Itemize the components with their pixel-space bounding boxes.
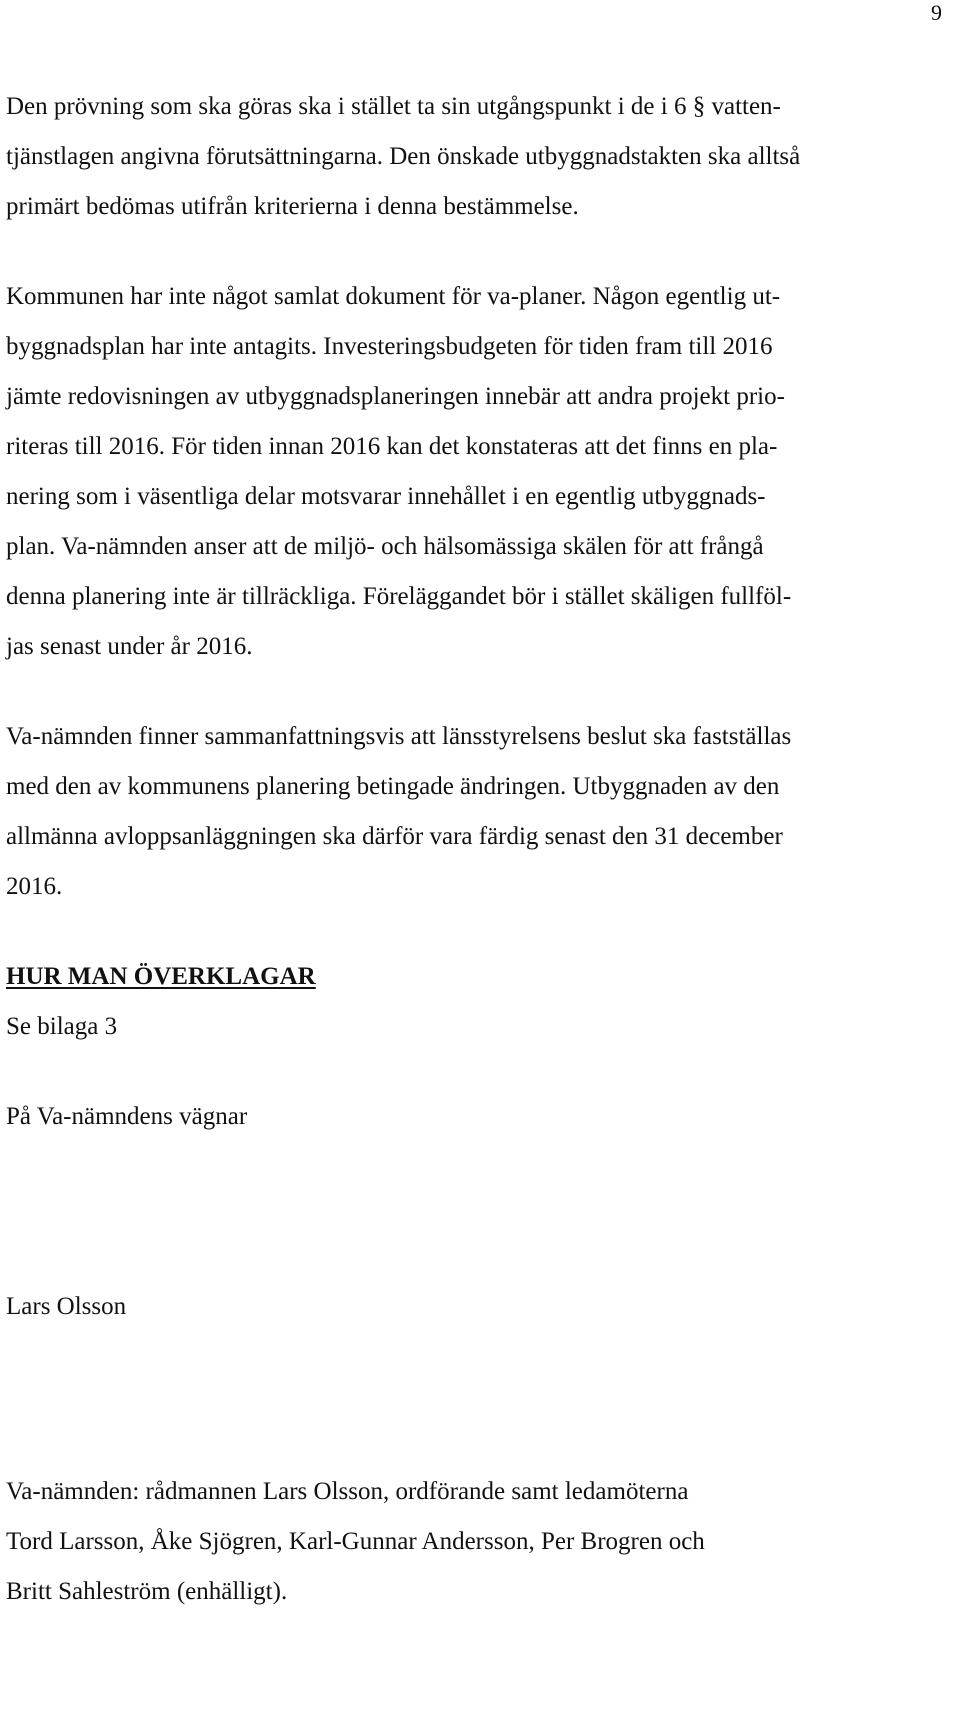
text-line: Kommunen har inte något samlat dokument för va-planer. Någon egentlig ut-	[6, 283, 781, 310]
paragraph-gap	[6, 232, 946, 272]
appeal-heading-text: HUR MAN ÖVERKLAGAR	[6, 963, 316, 990]
appeal-reference: Se bilaga 3	[6, 1013, 118, 1040]
text-line: primärt bedömas utifrån kriterierna i denna bestämmelse.	[6, 193, 579, 220]
text-line: jämte redovisningen av utbyggnadsplaneringen innebär att andra projekt prio-	[6, 383, 785, 410]
text-line: jas senast under år 2016.	[6, 633, 253, 660]
text-line: med den av kommunens planering betingade ändringen. Utbyggnaden av den	[6, 773, 780, 800]
document-body	[6, 82, 946, 1617]
text-line: Va-nämnden: rådmannen Lars Olsson, ordförande samt ledamöterna	[6, 1478, 689, 1505]
appeal-heading	[6, 952, 946, 1002]
paragraph-provning	[6, 82, 946, 232]
tribunal-composition	[6, 1467, 946, 1617]
text-line: riteras till 2016. För tiden innan 2016 kan det konstateras att det finns en pla-	[6, 433, 778, 460]
paragraph-kommunen	[6, 272, 946, 672]
text-line: Va-nämnden finner sammanfattningsvis att länsstyrelsens beslut ska fastställas	[6, 723, 792, 750]
text-line: Den prövning som ska göras ska i stället ta sin utgångspunkt i de i 6 § vatten-	[6, 93, 781, 120]
signature-space	[6, 1142, 946, 1282]
paragraph-conclusion	[6, 712, 946, 912]
text-line: byggnadsplan har inte antagits. Investeringsbudgeten för tiden fram till 2016	[6, 333, 773, 360]
text-line: nering som i väsentliga delar motsvarar innehållet i en egentlig utbyggnads-	[6, 483, 766, 510]
text-line: Britt Sahleström (enhälligt).	[6, 1578, 288, 1605]
page-number: 9	[931, 0, 942, 25]
text-line: denna planering inte är tillräckliga. Föreläggandet bör i stället skäligen fullföl-	[6, 583, 792, 610]
text-line: Tord Larsson, Åke Sjögren, Karl-Gunnar Andersson, Per Brogren och	[6, 1528, 705, 1555]
text-line: allmänna avloppsanläggningen ska därför vara färdig senast den 31 december	[6, 823, 783, 850]
on-behalf-line: På Va-nämndens vägnar	[6, 1103, 248, 1130]
text-line: tjänstlagen angivna förutsättningarna. Den önskade utbyggnadstakten ska alltså	[6, 143, 801, 170]
signatory-name: Lars Olsson	[6, 1293, 127, 1320]
appeal-section	[6, 952, 946, 1052]
paragraph-gap	[6, 1052, 946, 1092]
text-line: plan. Va-nämnden anser att de miljö- och hälsomässiga skälen för att frångå	[6, 533, 764, 560]
paragraph-gap	[6, 912, 946, 952]
paragraph-gap	[6, 672, 946, 712]
text-line: 2016.	[6, 873, 63, 900]
signature-space	[6, 1332, 946, 1467]
